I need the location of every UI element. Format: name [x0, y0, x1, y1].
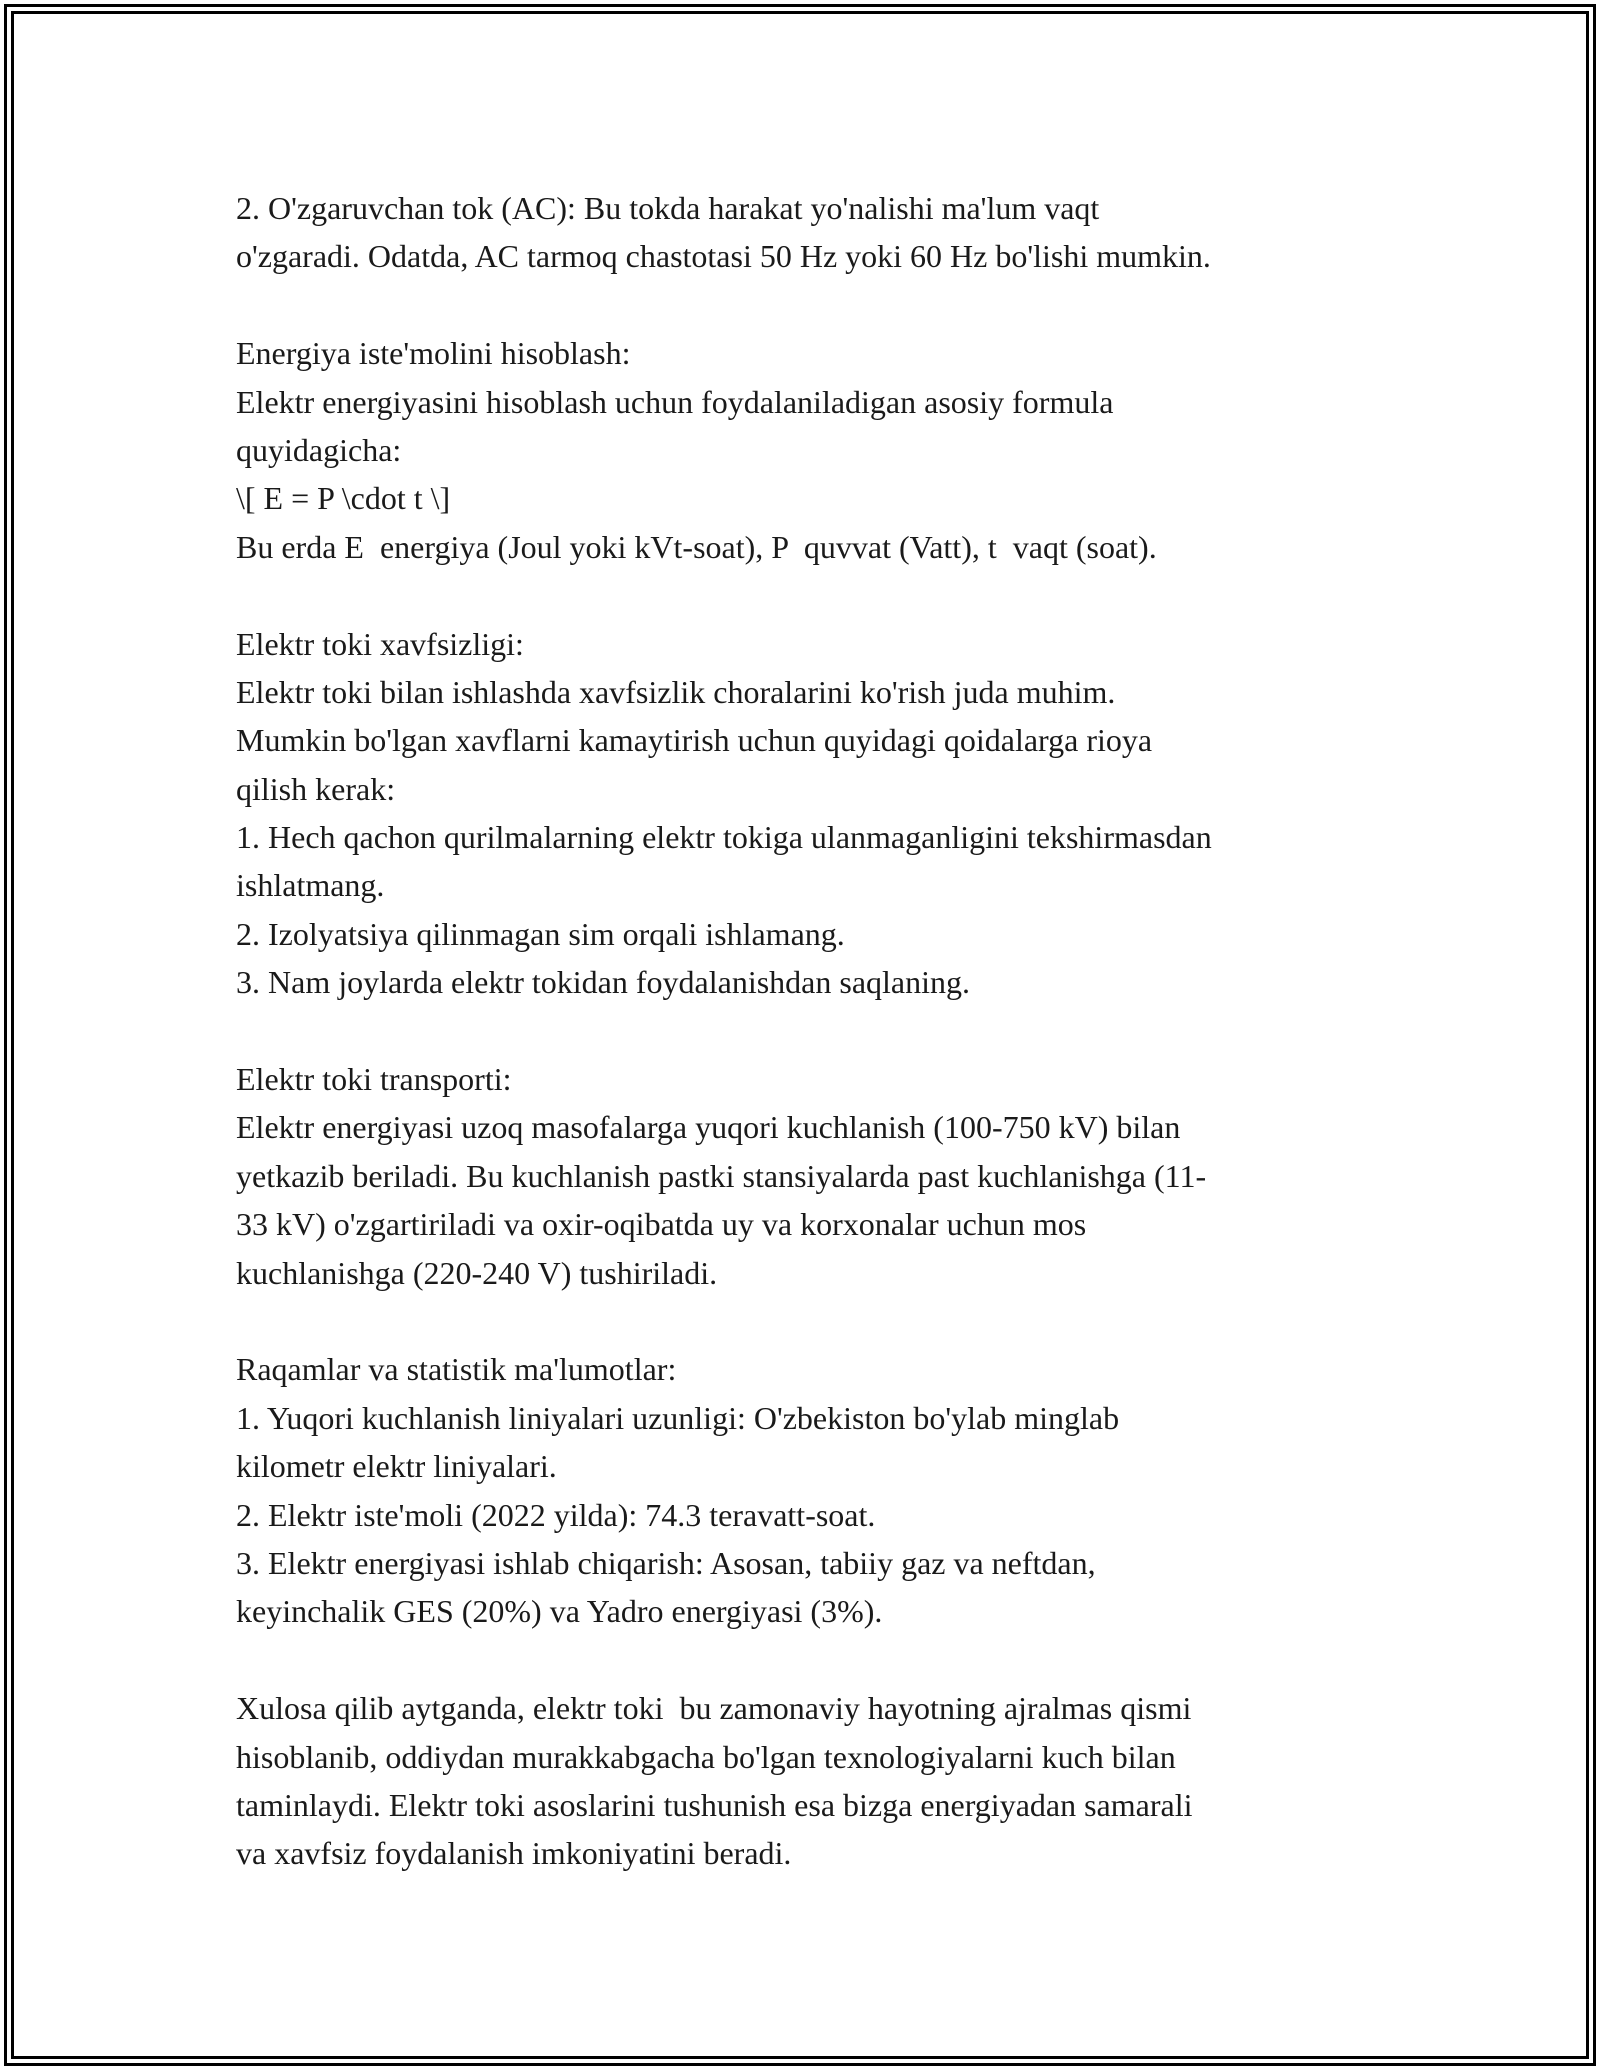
document-body: [236, 184, 1386, 1878]
list-item: 2. Elektr iste'moli (2022 yilda): 74.3 teravatt-soat.: [236, 1496, 876, 1533]
section-heading: Raqamlar va statistik ma'lumotlar:: [236, 1351, 677, 1388]
text-line: va xavfsiz foydalanish imkoniyatini beradi.: [236, 1835, 792, 1872]
paragraph-conclusion: [236, 1684, 1386, 1878]
section-heading: Elektr toki xavfsizligi:: [236, 625, 524, 662]
text-line: Elektr energiyasi uzoq masofalarga yuqori kuchlanish (100-750 kV) bilan: [236, 1109, 1181, 1146]
text-line: hisoblanib, oddiydan murakkabgacha bo'lgan texnologiyalarni kuch bilan: [236, 1738, 1176, 1775]
text-line: taminlaydi. Elektr toki asoslarini tushunish esa bizga energiyadan samarali: [236, 1786, 1193, 1823]
section-transport: [236, 1055, 1386, 1297]
text-line: 2. O'zgaruvchan tok (AC): Bu tokda harakat yo'nalishi ma'lum vaqt: [236, 190, 1100, 226]
text-line: Bu erda E energiya (Joul yoki kVt-soat), P quvvat (Vatt), t vaqt (soat).: [236, 528, 1157, 565]
text-line: Elektr energiyasini hisoblash uchun foydalaniladigan asosiy formula: [236, 383, 1114, 420]
paragraph-gap: [236, 571, 1386, 619]
list-item: 1. Yuqori kuchlanish liniyalari uzunligi: O'zbekiston bo'ylab minglab: [236, 1399, 1120, 1436]
text-line: kuchlanishga (220-240 V) tushiriladi.: [236, 1254, 718, 1291]
section-safety: [236, 620, 1386, 1007]
list-item: 1. Hech qachon qurilmalarning elektr tokiga ulanmaganligini tekshirmasdan: [236, 819, 1212, 856]
text-line: o'zgaradi. Odatda, AC tarmoq chastotasi 50 Hz yoki 60 Hz bo'lishi mumkin.: [236, 238, 1211, 275]
text-line: Xulosa qilib aytganda, elektr toki bu zamonaviy hayotning ajralmas qismi: [236, 1690, 1192, 1727]
text-line: Elektr toki bilan ishlashda xavfsizlik choralarini ko'rish juda muhim.: [236, 673, 1116, 710]
text-line: keyinchalik GES (20%) va Yadro energiyasi (3%).: [236, 1593, 883, 1630]
paragraph-gap: [236, 1007, 1386, 1055]
text-line: quyidagicha:: [236, 431, 402, 468]
paragraph-gap: [236, 1297, 1386, 1345]
paragraph-ac-current: [236, 184, 1386, 281]
list-item: 3. Nam joylarda elektr tokidan foydalanishdan saqlaning.: [236, 964, 971, 1001]
text-line: yetkazib beriladi. Bu kuchlanish pastki stansiyalarda past kuchlanishga (11-: [236, 1157, 1207, 1194]
text-line: kilometr elektr liniyalari.: [236, 1448, 557, 1485]
list-item: 2. Izolyatsiya qilinmagan sim orqali ishlamang.: [236, 915, 845, 952]
section-energy-consumption: [236, 329, 1386, 571]
text-line: Mumkin bo'lgan xavflarni kamaytirish uchun quyidagi qoidalarga rioya: [236, 722, 1153, 759]
section-heading: Energiya iste'molini hisoblash:: [236, 335, 631, 372]
section-statistics: [236, 1345, 1386, 1635]
section-heading: Elektr toki transporti:: [236, 1061, 512, 1098]
paragraph-gap: [236, 1636, 1386, 1684]
text-line: ishlatmang.: [236, 867, 385, 904]
text-line: 33 kV) o'zgartiriladi va oxir-oqibatda uy va korxonalar uchun mos: [236, 1206, 1087, 1243]
text-line: qilish kerak:: [236, 770, 396, 807]
paragraph-gap: [236, 281, 1386, 329]
formula-line: \[ E = P \cdot t \]: [236, 480, 451, 517]
list-item: 3. Elektr energiyasi ishlab chiqarish: Asosan, tabiiy gaz va neftdan,: [236, 1544, 1096, 1581]
